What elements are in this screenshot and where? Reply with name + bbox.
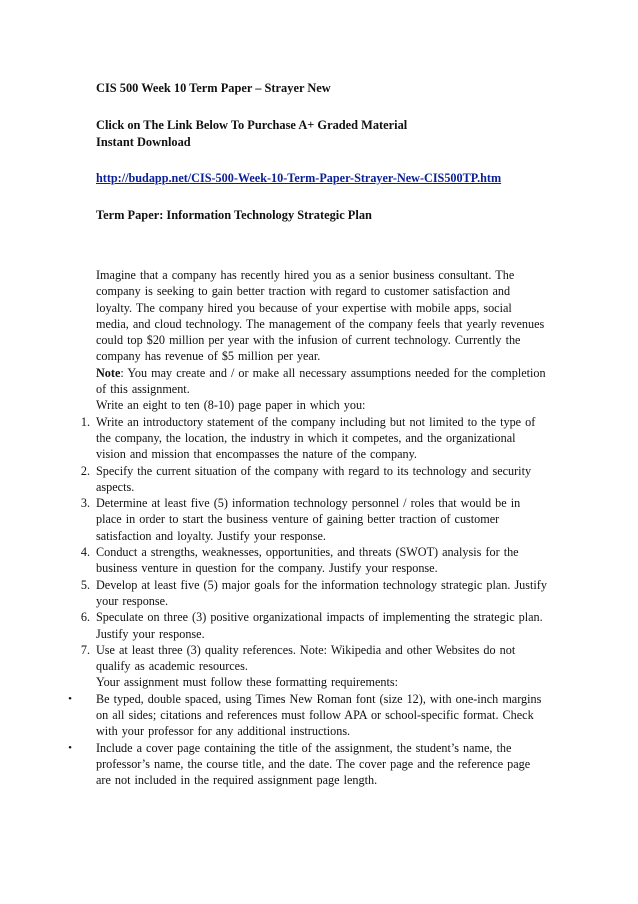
note-label: Note (96, 365, 121, 380)
intro-paragraph: Imagine that a company has recently hired you as a senior business consultant. The company is seeking to gain better traction with regard to customer satisfaction and loyalty. The company hired you because of your expertise with mobile apps, social media, and cloud technology. The management of the company feels that yearly revenues could top $20 million per year with the infusion of current technology. Currently the company has revenue of $5 million per year. (96, 268, 545, 364)
bullet-item (68, 740, 548, 789)
purchase-link[interactable]: http://budapp.net/CIS-500-Week-10-Term-Paper-Strayer-New-CIS500TP.htm (96, 171, 502, 185)
list-number: 6. (80, 610, 90, 625)
list-item (80, 495, 548, 544)
list-item-text: Develop at least five (5) major goals for the information technology strategic plan. Justify your response. (96, 577, 547, 608)
note-paragraph (96, 365, 548, 398)
bullet-item (68, 691, 548, 740)
formatting-list (68, 691, 548, 789)
list-item-text: Write an introductory statement of the company including but not limited to the type of the company, the location, the industry in which it competes, and the organizational vision and mission that encompasses the nature of the company. (96, 414, 536, 462)
list-item-text: Conduct a strengths, weaknesses, opportunities, and threats (SWOT) analysis for the business venture in question for the company. Justify your response. (96, 545, 519, 576)
list-number: 2. (80, 463, 90, 478)
bullet-icon: • (68, 692, 72, 705)
list-number: 3. (80, 496, 90, 511)
purchase-line: Click on The Link Below To Purchase A+ Graded Material (96, 118, 408, 132)
list-number: 5. (80, 577, 90, 592)
instruction-line: Write an eight to ten (8-10) page paper in which you: (96, 398, 366, 413)
list-item-text: Determine at least five (5) information technology personnel / roles that would be in place in order to start the business venture of gaining better traction of customer satisfaction and loyalty. Justify your response. (96, 496, 521, 543)
list-item (80, 463, 548, 496)
bullet-icon: • (68, 741, 72, 754)
paper-subtitle: Term Paper: Information Technology Strategic Plan (96, 208, 372, 222)
requirements-list (80, 414, 548, 675)
document-title: CIS 500 Week 10 Term Paper – Strayer New (96, 81, 331, 95)
formatting-intro: Your assignment must follow these formatting requirements: (96, 675, 398, 690)
list-number: 4. (80, 545, 90, 560)
list-item-text: Specify the current situation of the company with regard to its technology and security aspects. (96, 463, 532, 494)
list-item-text: Speculate on three (3) positive organizational impacts of implementing the strategic plan. Justify your response. (96, 610, 543, 641)
document-body (68, 267, 548, 789)
list-number: 1. (80, 414, 90, 429)
list-item (80, 642, 548, 675)
note-text: : You may create and / or make all necessary assumptions needed for the completion of this assignment. (96, 365, 546, 397)
list-item (80, 577, 548, 610)
download-line: Instant Download (96, 135, 191, 149)
list-item (80, 609, 548, 642)
list-item (80, 544, 548, 577)
list-number: 7. (80, 642, 90, 657)
bullet-item-text: Include a cover page containing the title of the assignment, the student’s name, the professor’s name, the course title, and the date. The cover page and the reference page are not included in the required assignment page length. (96, 740, 531, 788)
list-item-text: Use at least three (3) quality references. Note: Wikipedia and other Websites do not qualify as academic resources. (96, 642, 516, 674)
bullet-item-text: Be typed, double spaced, using Times New Roman font (size 12), with one-inch margins on all sides; citations and references must follow APA or school-specific format. Check with your professor for any additional instructions. (96, 691, 542, 739)
list-item (80, 414, 548, 463)
